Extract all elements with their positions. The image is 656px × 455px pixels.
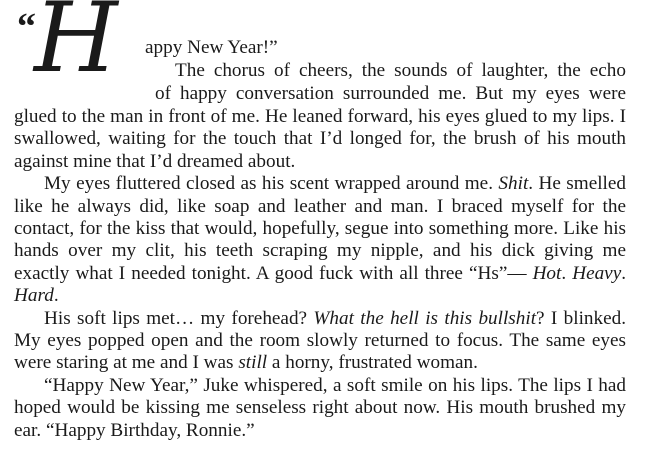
p2-emphasis-heavy: Heavy <box>572 262 622 284</box>
opening-quote-mark: “ <box>17 6 36 48</box>
paragraph-3 <box>14 308 626 375</box>
p2-emphasis-shit: Shit <box>498 173 529 195</box>
paragraph-1-continuation: glued to the man in front of me. He leaned forward, his eyes glued to my lips. I swallowed, waiting for the touch that I’d longed for, the brush of his mouth against mine that I’d dreamed about. <box>14 106 626 172</box>
p3-text-b: ? I blinked. My eyes popped open and the room slowly returned to focus. The same eyes were staring at me and I was <box>14 307 627 374</box>
opening-line-2: The chorus of cheers, the sounds of laughter, the echo <box>175 60 626 81</box>
drop-cap-letter: H <box>34 0 114 94</box>
p3-emphasis-still: still <box>238 352 268 374</box>
p2-text-b: . He smelled like he always did, like soap and leather and man. I braced myself for the contact, for the kiss that would, hopefully, segue into something more. Like his hands over my clit, his teeth scraping my nipple, and his dick giving me exactly what I needed tonight. A good fuck with all three “Hs”— <box>14 173 626 284</box>
opening-line-3: of happy conversation surrounded me. But my eyes were <box>155 83 626 104</box>
paragraph-4: “Happy New Year,” Juke whispered, a soft smile on his lips. The lips I had hoped would be kissing me senseless right about now. His mouth brushed my ear. “Happy Birthday, Ronnie.” <box>14 374 626 441</box>
p2-emphasis-hot: Hot <box>532 262 562 284</box>
p2-emphasis-hard: Hard <box>14 285 54 307</box>
opening-line-1: appy New Year!” <box>145 37 278 58</box>
book-page <box>14 0 626 455</box>
body-text <box>14 106 626 442</box>
p3-text-c: a horny, frustrated woman. <box>267 352 478 374</box>
p3-text-a: His soft lips met… my forehead? <box>44 307 314 329</box>
p2-text-a: My eyes fluttered closed as his scent wrapped around me. <box>44 173 499 195</box>
p2-end: . <box>53 285 59 307</box>
p2-sep-2: . <box>621 262 627 284</box>
paragraph-2 <box>14 173 626 307</box>
p2-sep-1: . <box>561 262 573 284</box>
chapter-opening <box>14 0 626 110</box>
p3-emphasis-question: What the hell is this bullshit <box>313 307 537 329</box>
